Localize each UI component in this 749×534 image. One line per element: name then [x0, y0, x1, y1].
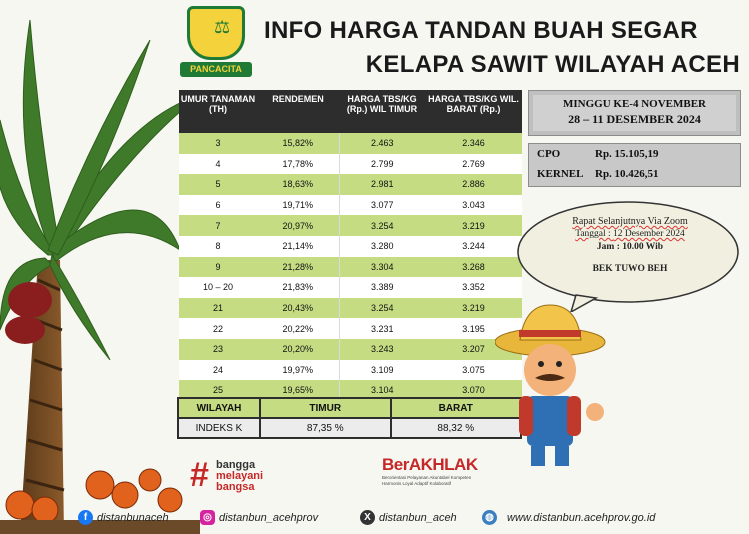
col-header-umur: UMUR TANAMAN (TH): [179, 90, 257, 133]
cell-rendemen: 21,28%: [257, 257, 339, 278]
cell-timur: 3.280: [339, 236, 425, 257]
week-label: MINGGU KE-4 NOVEMBER: [563, 98, 706, 110]
cell-rendemen: 21,14%: [257, 236, 339, 257]
cell-rendemen: 20,43%: [257, 298, 339, 319]
cell-umur: 4: [179, 154, 257, 175]
index-header-timur: TIMUR: [261, 399, 390, 417]
week-date-range: 28 – 11 DESEMBER 2024: [568, 112, 701, 126]
cell-timur: 3.254: [339, 298, 425, 319]
table-row: [179, 133, 522, 154]
kernel-value: Rp. 10.426,51: [595, 168, 659, 180]
index-k-table: [177, 397, 522, 439]
berakhlak-logo: [382, 455, 507, 493]
cpo-label: CPO: [537, 148, 561, 160]
meeting-tagline: BEK TUWO BEH: [592, 264, 668, 274]
cell-umur: 10 – 20: [179, 277, 257, 298]
logo-ribbon-text: PANCACITA: [180, 62, 252, 77]
table-row: [179, 215, 522, 236]
cell-barat: 3.268: [425, 257, 522, 278]
bangga-hash: #: [190, 456, 209, 494]
cpo-value: Rp. 15.105,19: [595, 148, 659, 160]
title-line-2: KELAPA SAWIT WILAYAH ACEH: [365, 51, 740, 78]
kernel-label: KERNEL: [537, 168, 584, 180]
pancacita-logo: ⚖ PANCACITA: [180, 6, 252, 80]
table-row: [179, 195, 522, 216]
facebook-icon: f: [78, 510, 93, 525]
palm-tree-illustration: [0, 0, 200, 534]
berakhlak-line-1: Berorientasi Pelayanan Akuntabel Kompeten: [382, 475, 472, 480]
index-header-barat: BARAT: [392, 399, 521, 417]
instagram-handle: distanbun_acehprov: [219, 511, 319, 524]
instagram-icon: ◎: [200, 510, 215, 525]
cell-rendemen: 19,65%: [257, 380, 339, 401]
footer-website[interactable]: [482, 510, 655, 525]
cpo-kernel-panel: [528, 143, 741, 187]
col-header-timur: HARGA TBS/KG (Rp.) WIL TIMUR: [339, 90, 425, 133]
cell-umur: 23: [179, 339, 257, 360]
table-row: [179, 360, 522, 381]
index-timur-value: 87,35 %: [261, 419, 390, 437]
index-label: INDEKS K: [179, 419, 259, 437]
table-row: [179, 154, 522, 175]
cell-timur: 3.231: [339, 318, 425, 339]
index-header-wilayah: WILAYAH: [179, 399, 259, 417]
cell-umur: 3: [179, 133, 257, 154]
cell-umur: 25: [179, 380, 257, 401]
berakhlak-brand: BerAKHLAK: [382, 455, 478, 474]
cell-rendemen: 20,97%: [257, 215, 339, 236]
cell-timur: 2.981: [339, 174, 425, 195]
meeting-date-value: 12 Desember 2024: [613, 229, 685, 239]
cell-timur: 3.243: [339, 339, 425, 360]
col-header-barat: HARGA TBS/KG WIL. BARAT (Rp.): [425, 90, 522, 133]
footer-x[interactable]: [360, 510, 457, 525]
bangga-word-1: bangga: [216, 459, 256, 471]
cell-umur: 5: [179, 174, 257, 195]
cell-timur: 3.254: [339, 215, 425, 236]
title-line-1: INFO HARGA TANDAN BUAH SEGAR: [264, 17, 698, 44]
cell-umur: 6: [179, 195, 257, 216]
bangga-word-3: bangsa: [216, 481, 255, 493]
cell-rendemen: 19,71%: [257, 195, 339, 216]
cell-timur: 2.799: [339, 154, 425, 175]
cell-barat: 3.075: [425, 360, 522, 381]
cell-rendemen: 19,97%: [257, 360, 339, 381]
table-row: [179, 298, 522, 319]
cell-barat: 3.195: [425, 318, 522, 339]
cell-barat: 3.244: [425, 236, 522, 257]
cell-timur: 3.104: [339, 380, 425, 401]
table-row: [179, 174, 522, 195]
meeting-date-label: Tanggal :: [575, 229, 614, 239]
cell-umur: 21: [179, 298, 257, 319]
footer-facebook[interactable]: [78, 510, 169, 525]
meeting-time: Jam : 10.00 Wib: [596, 242, 664, 252]
cell-rendemen: 20,22%: [257, 318, 339, 339]
cell-barat: 3.352: [425, 277, 522, 298]
cell-timur: 3.304: [339, 257, 425, 278]
bangga-melayani-logo: [190, 456, 290, 494]
cell-rendemen: 20,20%: [257, 339, 339, 360]
cell-barat: 3.219: [425, 215, 522, 236]
x-icon: X: [360, 510, 375, 525]
cell-umur: 7: [179, 215, 257, 236]
cell-rendemen: 18,63%: [257, 174, 339, 195]
cell-barat: 3.207: [425, 339, 522, 360]
bangga-word-2: melayani: [216, 470, 264, 482]
cell-umur: 24: [179, 360, 257, 381]
facebook-handle: distanbunaceh: [97, 511, 169, 524]
cell-timur: 3.109: [339, 360, 425, 381]
cell-timur: 3.077: [339, 195, 425, 216]
week-panel: [528, 90, 741, 136]
index-barat-value: 88,32 %: [392, 419, 521, 437]
cell-rendemen: 17,78%: [257, 154, 339, 175]
cell-timur: 3.389: [339, 277, 425, 298]
meeting-note: [540, 216, 720, 274]
farmer-illustration: [495, 300, 615, 470]
cell-umur: 8: [179, 236, 257, 257]
cell-barat: 3.219: [425, 298, 522, 319]
social-footer: [78, 508, 748, 530]
berakhlak-line-2: Harmonis Loyal Adaptif Kolaboratif: [382, 481, 452, 486]
x-handle: distanbun_aceh: [379, 511, 457, 524]
cell-barat: 2.769: [425, 154, 522, 175]
cell-umur: 9: [179, 257, 257, 278]
cell-rendemen: 21,83%: [257, 277, 339, 298]
globe-icon: ◍: [482, 510, 497, 525]
page-title: [256, 14, 740, 82]
cell-rendemen: 15,82%: [257, 133, 339, 154]
table-row: [179, 318, 522, 339]
cell-barat: 3.070: [425, 380, 522, 401]
cell-barat: 3.043: [425, 195, 522, 216]
cell-barat: 2.886: [425, 174, 522, 195]
col-header-rendemen: RENDEMEN: [257, 90, 339, 133]
table-row: [179, 257, 522, 278]
table-row: [179, 339, 522, 360]
cell-barat: 2.346: [425, 133, 522, 154]
footer-instagram[interactable]: [200, 510, 318, 525]
cell-timur: 2.463: [339, 133, 425, 154]
website-url: www.distanbun.acehprov.go.id: [507, 511, 656, 524]
table-row: [179, 277, 522, 298]
tbs-price-table: [179, 90, 522, 401]
table-row: [179, 236, 522, 257]
meeting-line-1: Rapat Selanjutnya Via Zoom: [572, 216, 688, 227]
cell-umur: 22: [179, 318, 257, 339]
